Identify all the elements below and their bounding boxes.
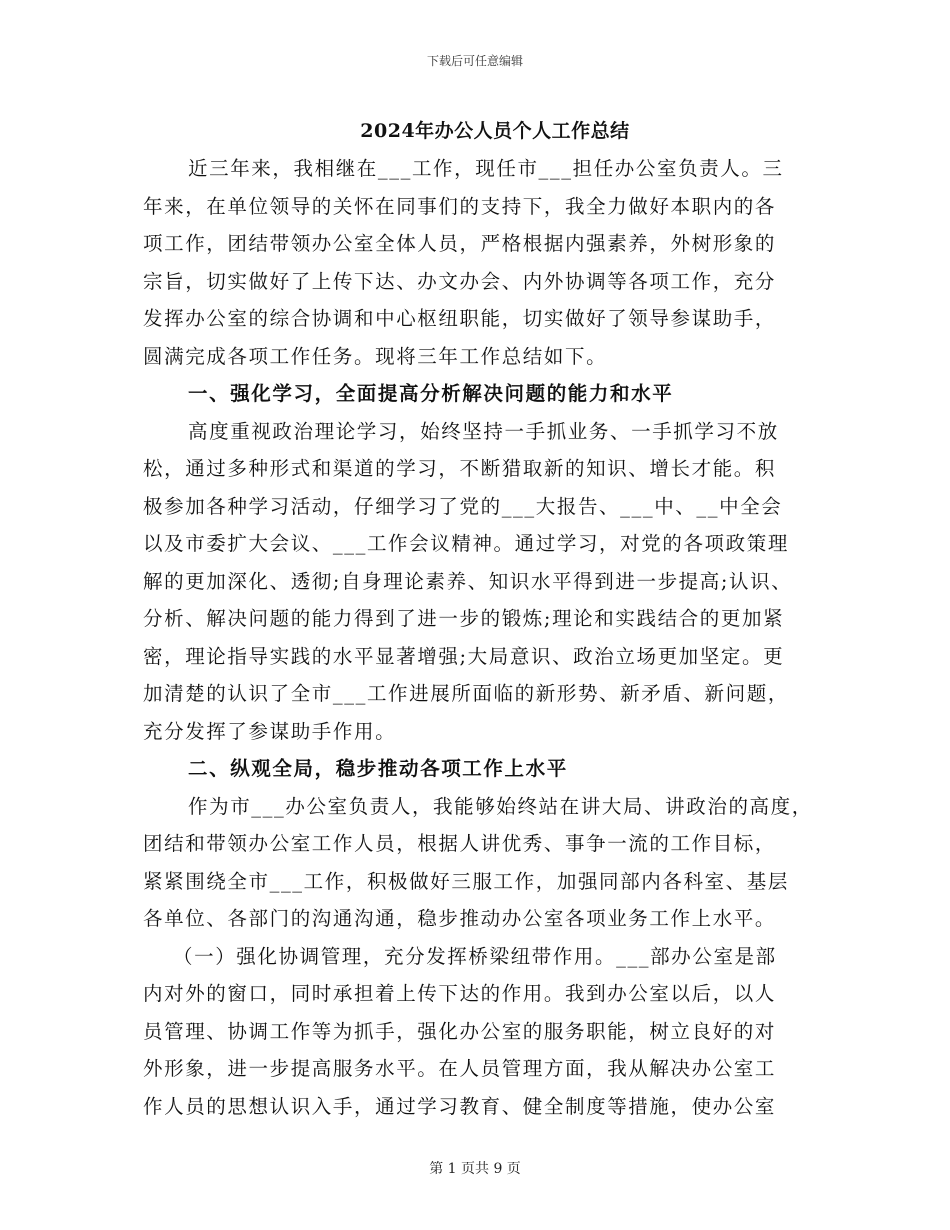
paragraph-line: 圆满完成各项工作任务。现将三年工作总结如下。 bbox=[143, 344, 608, 368]
paragraph-line: 高度重视政治理论学习，始终坚持一手抓业务、一手抓学习不放 bbox=[188, 419, 779, 443]
section-heading: 二、纵观全局，稳步推动各项工作上水平 bbox=[188, 757, 568, 780]
document-title: 2024年办公人员个人工作总结 bbox=[360, 120, 630, 142]
paragraph-line: 紧紧围绕全市___工作，积极做好三服工作，加强同部内各科室、基层 bbox=[143, 869, 789, 893]
paragraph-line: 团结和带领办公室工作人员，根据人讲优秀、事争一流的工作目标， bbox=[143, 832, 777, 855]
paragraph-line: 员管理、协调工作等为抓手，强化办公室的服务职能，树立良好的对 bbox=[143, 1019, 777, 1043]
paragraph-line: 内对外的窗口，同时承担着上传下达的作用。我到办公室以后，以人 bbox=[143, 982, 777, 1005]
paragraph-line: 松，通过多种形式和渠道的学习，不断猎取新的知识、增长才能。积 bbox=[143, 457, 777, 480]
paragraph-line: 发挥办公室的综合协调和中心枢纽职能，切实做好了领导参谋助手， bbox=[143, 307, 777, 330]
paragraph-line: 极参加各种学习活动，仔细学习了党的___大报告、___中、__中全会 bbox=[143, 494, 783, 518]
paragraph-line: 作人员的思想认识入手，通过学习教育、健全制度等措施，使办公室 bbox=[143, 1094, 777, 1118]
paragraph-line: 加清楚的认识了全市___工作进展所面临的新形势、新矛盾、新问题， bbox=[143, 682, 789, 705]
paragraph-line: 各单位、各部门的沟通沟通，稳步推动办公室各项业务工作上水平。 bbox=[143, 907, 777, 930]
paragraph-line: 外形象，进一步提高服务水平。在人员管理方面，我从解决办公室工 bbox=[143, 1057, 777, 1080]
paragraph-line: 年来，在单位领导的关怀在同事们的支持下，我全力做好本职内的各 bbox=[143, 194, 777, 218]
page-footer: 第 1 页共 9 页 bbox=[429, 1161, 521, 1177]
paragraph-line: 充分发挥了参谋助手作用。 bbox=[143, 719, 397, 743]
paragraph-line: 以及市委扩大会议、___工作会议精神。通过学习，对党的各项政策理 bbox=[143, 532, 789, 555]
document-body bbox=[143, 150, 813, 1125]
paragraph-line: 近三年来，我相继在___工作，现任市___担任办公室负责人。三 bbox=[188, 157, 784, 180]
paragraph-line: 项工作，团结带领办公室全体人员，严格根据内强素养，外树形象的 bbox=[143, 232, 777, 255]
paragraph-line: 密，理论指导实践的水平显著增强;大局意识、政治立场更加坚定。更 bbox=[143, 644, 785, 668]
paragraph-line: 分析、解决问题的能力得到了进一步的锻炼;理论和实践结合的更加紧 bbox=[143, 607, 785, 630]
paragraph-line: 解的更加深化、透彻;自身理论素养、知识水平得到进一步提高;认识、 bbox=[143, 569, 793, 593]
paragraph-line: 宗旨，切实做好了上传下达、办文办会、内外协调等各项工作，充分 bbox=[143, 269, 777, 293]
paragraph-line: （一）强化协调管理，充分发挥桥梁纽带作用。___部办公室是部 bbox=[173, 944, 777, 968]
page-header-note: 下载后可任意编辑 bbox=[426, 54, 523, 68]
paragraph-line: 作为市___办公室负责人，我能够始终站在讲大局、讲政治的高度， bbox=[188, 794, 813, 818]
section-heading: 一、强化学习，全面提高分析解决问题的能力和水平 bbox=[188, 382, 674, 405]
